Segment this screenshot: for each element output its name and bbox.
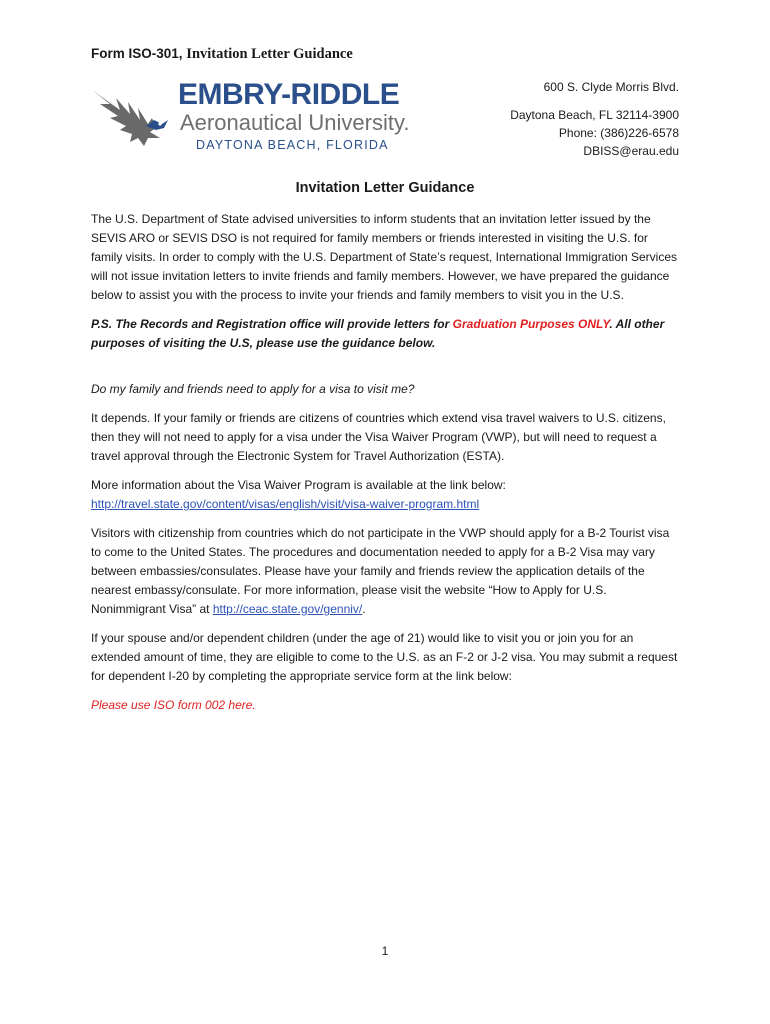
b2-paragraph: Visitors with citizenship from countries which do not participate in the VWP should apply for a B-2 Tourist visa to come to the United States. The procedures and documentation needed to apply for a B-2 Visa may vary between embassies/consulates. Please have your family and friends review the application details of the nearest embassy/consulate. For more information, please visit the website “How to Apply for U.S. Nonimmigrant Visa” at http://ceac.state.gov/genniv/. xyxy=(91,526,670,616)
address-street: 600 S. Clyde Morris Blvd. xyxy=(543,80,679,94)
form-label xyxy=(91,46,353,63)
address-block xyxy=(510,78,679,160)
address-phone: Phone: (386)226-6578 xyxy=(558,126,679,140)
vwp-link[interactable]: http://travel.state.gov/content/visas/english/visit/visa-waiver-program.html xyxy=(91,497,480,511)
document-body xyxy=(91,210,681,725)
ps-note: P.S. The Records and Registration office will provide letters for Graduation Purposes ONLY. All other purposes of visiting the U.S, please use the guidance below. xyxy=(91,317,665,350)
question-heading: Do my family and friends need to apply for a visa to visit me? xyxy=(91,382,415,396)
address-email: DBISS@erau.edu xyxy=(583,144,679,158)
logo-name: EMBRY-RIDDLE xyxy=(178,78,400,111)
university-logo xyxy=(90,80,450,155)
dependents-paragraph: If your spouse and/or dependent children (under the age of 21) would like to visit you or join you for an extended amount of time, they are eligible to come to the U.S. as an F-2 or J-2 visa. You may submit a request for dependent I-20 by completing the appropriate service form at the link below: xyxy=(91,631,678,683)
answer-paragraph: It depends. If your family or friends are citizens of countries which extend visa travel waivers to U.S. citizens, then they will not need to apply for a visa under the Visa Waiver Program (VWP), but will need to request a travel approval through the Electronic System for Travel Authorization (ESTA). xyxy=(91,411,666,463)
form-number: Form ISO-301, xyxy=(91,46,183,61)
logo-location: DAYTONA BEACH, FLORIDA xyxy=(196,138,389,152)
ceac-link[interactable]: http://ceac.state.gov/genniv/ xyxy=(212,602,363,616)
graduation-highlight: Graduation Purposes ONLY xyxy=(452,317,610,331)
address-city: Daytona Beach, FL 32114-3900 xyxy=(510,108,679,122)
vwp-paragraph: More information about the Visa Waiver Program is available at the link below: http://travel.state.gov/content/visas/english/visit/visa-waiver-program.html xyxy=(91,478,506,511)
page-number: 1 xyxy=(381,944,389,958)
intro-paragraph: The U.S. Department of State advised universities to inform students that an invitation letter issued by the SEVIS ARO or SEVIS DSO is not required for family members or friends interested in visiting the U.S. for family visits. In order to comply with the U.S. Department of State’s request, International Immigration Services will not issue invitation letters to invite friends and family members. However, we have prepared the guidance below to assist you with the process to invite your friends and family members to visit you in the U.S. xyxy=(91,212,678,302)
form-name: Invitation Letter Guidance xyxy=(186,46,353,62)
logo-subtitle: Aeronautical University. xyxy=(180,110,410,135)
page-title: Invitation Letter Guidance xyxy=(295,180,475,196)
eagle-icon xyxy=(90,80,172,152)
iso-form-link[interactable]: Please use ISO form 002 here. xyxy=(91,698,256,712)
